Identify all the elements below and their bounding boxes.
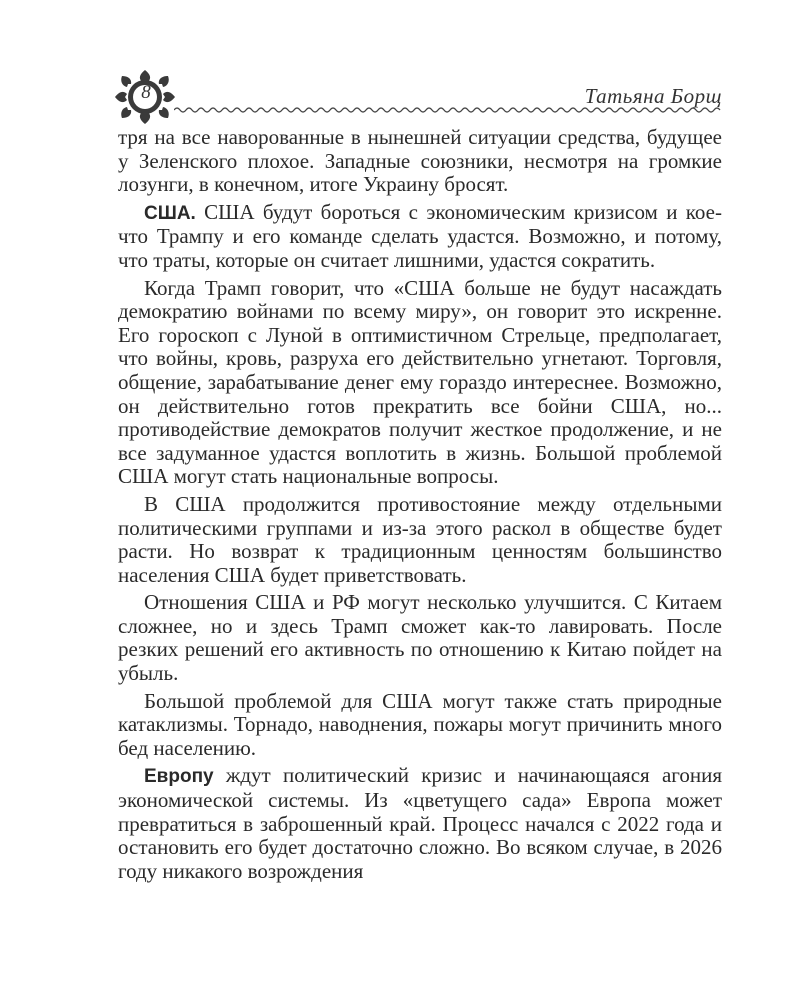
paragraph-text: В США продолжится противостояние между отдельными политическими группами и из-за этого раскол в обществе будет расти. Но возврат к традиционным ценностям большинство населения США будет приветствовать. xyxy=(118,491,722,587)
paragraph-text: США будут бороться с экономическим кризисом и кое-что Трампу и его команде сделать удастся. Возможно, и потому, что траты, которые он считает лишними, удастся сократить. xyxy=(118,199,722,272)
page-header xyxy=(112,64,722,134)
paragraph xyxy=(118,493,722,587)
paragraph xyxy=(118,591,722,685)
paragraph-lead: США. xyxy=(144,202,196,224)
paragraph xyxy=(118,277,722,489)
page-number: 8 xyxy=(141,82,151,103)
paragraph-text: Когда Трамп говорит, что «США больше не будут насаждать демократию войнами по всему миру», он говорит это искренне. Его гороскоп с Луной в оптимистичном Стрельце, предполагает, что войны, кровь, разруха его действительно угнетают. Торговля, общение, зарабатывание денег ему гораздо интереснее. Возможно, он действительно готов прекратить все бойни США, но... противодействие демократов получит жесткое продолжение, и не все задуманное удастся воплотить в жизнь. Большой проблемой США могут стать национальные вопросы. xyxy=(118,275,722,489)
paragraph xyxy=(118,126,722,197)
paragraph xyxy=(118,690,722,761)
paragraph xyxy=(118,764,722,883)
running-head-author: Татьяна Борщ xyxy=(584,84,722,108)
paragraph xyxy=(118,201,722,273)
paragraph-lead: Европу xyxy=(144,766,214,788)
body-text xyxy=(118,126,722,887)
paragraph-text: тря на все наворованные в нынешней ситуации средства, будущее у Зеленского плохое. Западные союзники, несмотря на громкие лозунги, в конечном, итоге Украину бросят. xyxy=(118,125,722,197)
wavy-divider xyxy=(174,104,722,116)
paragraph-text: ждут политический кризис и начинающаяся агония экономической системы. Из «цветущего сада» Европа может превратиться в заброшенный край. Процесс начался с 2022 года и остановить его будет достаточно сложно. Во всяком случае, в 2026 году никакого возрождения xyxy=(118,763,722,883)
paragraph-text: Отношения США и РФ могут несколько улучшится. С Китаем сложнее, но и здесь Трамп сможет как-то лавировать. После резких решений его активность по отношению к Китаю пойдет на убыль. xyxy=(118,590,722,686)
paragraph-text: Большой проблемой для США могут также стать природные катаклизмы. Торнадо, наводнения, пожары могут причинить много бед населению. xyxy=(118,688,722,760)
